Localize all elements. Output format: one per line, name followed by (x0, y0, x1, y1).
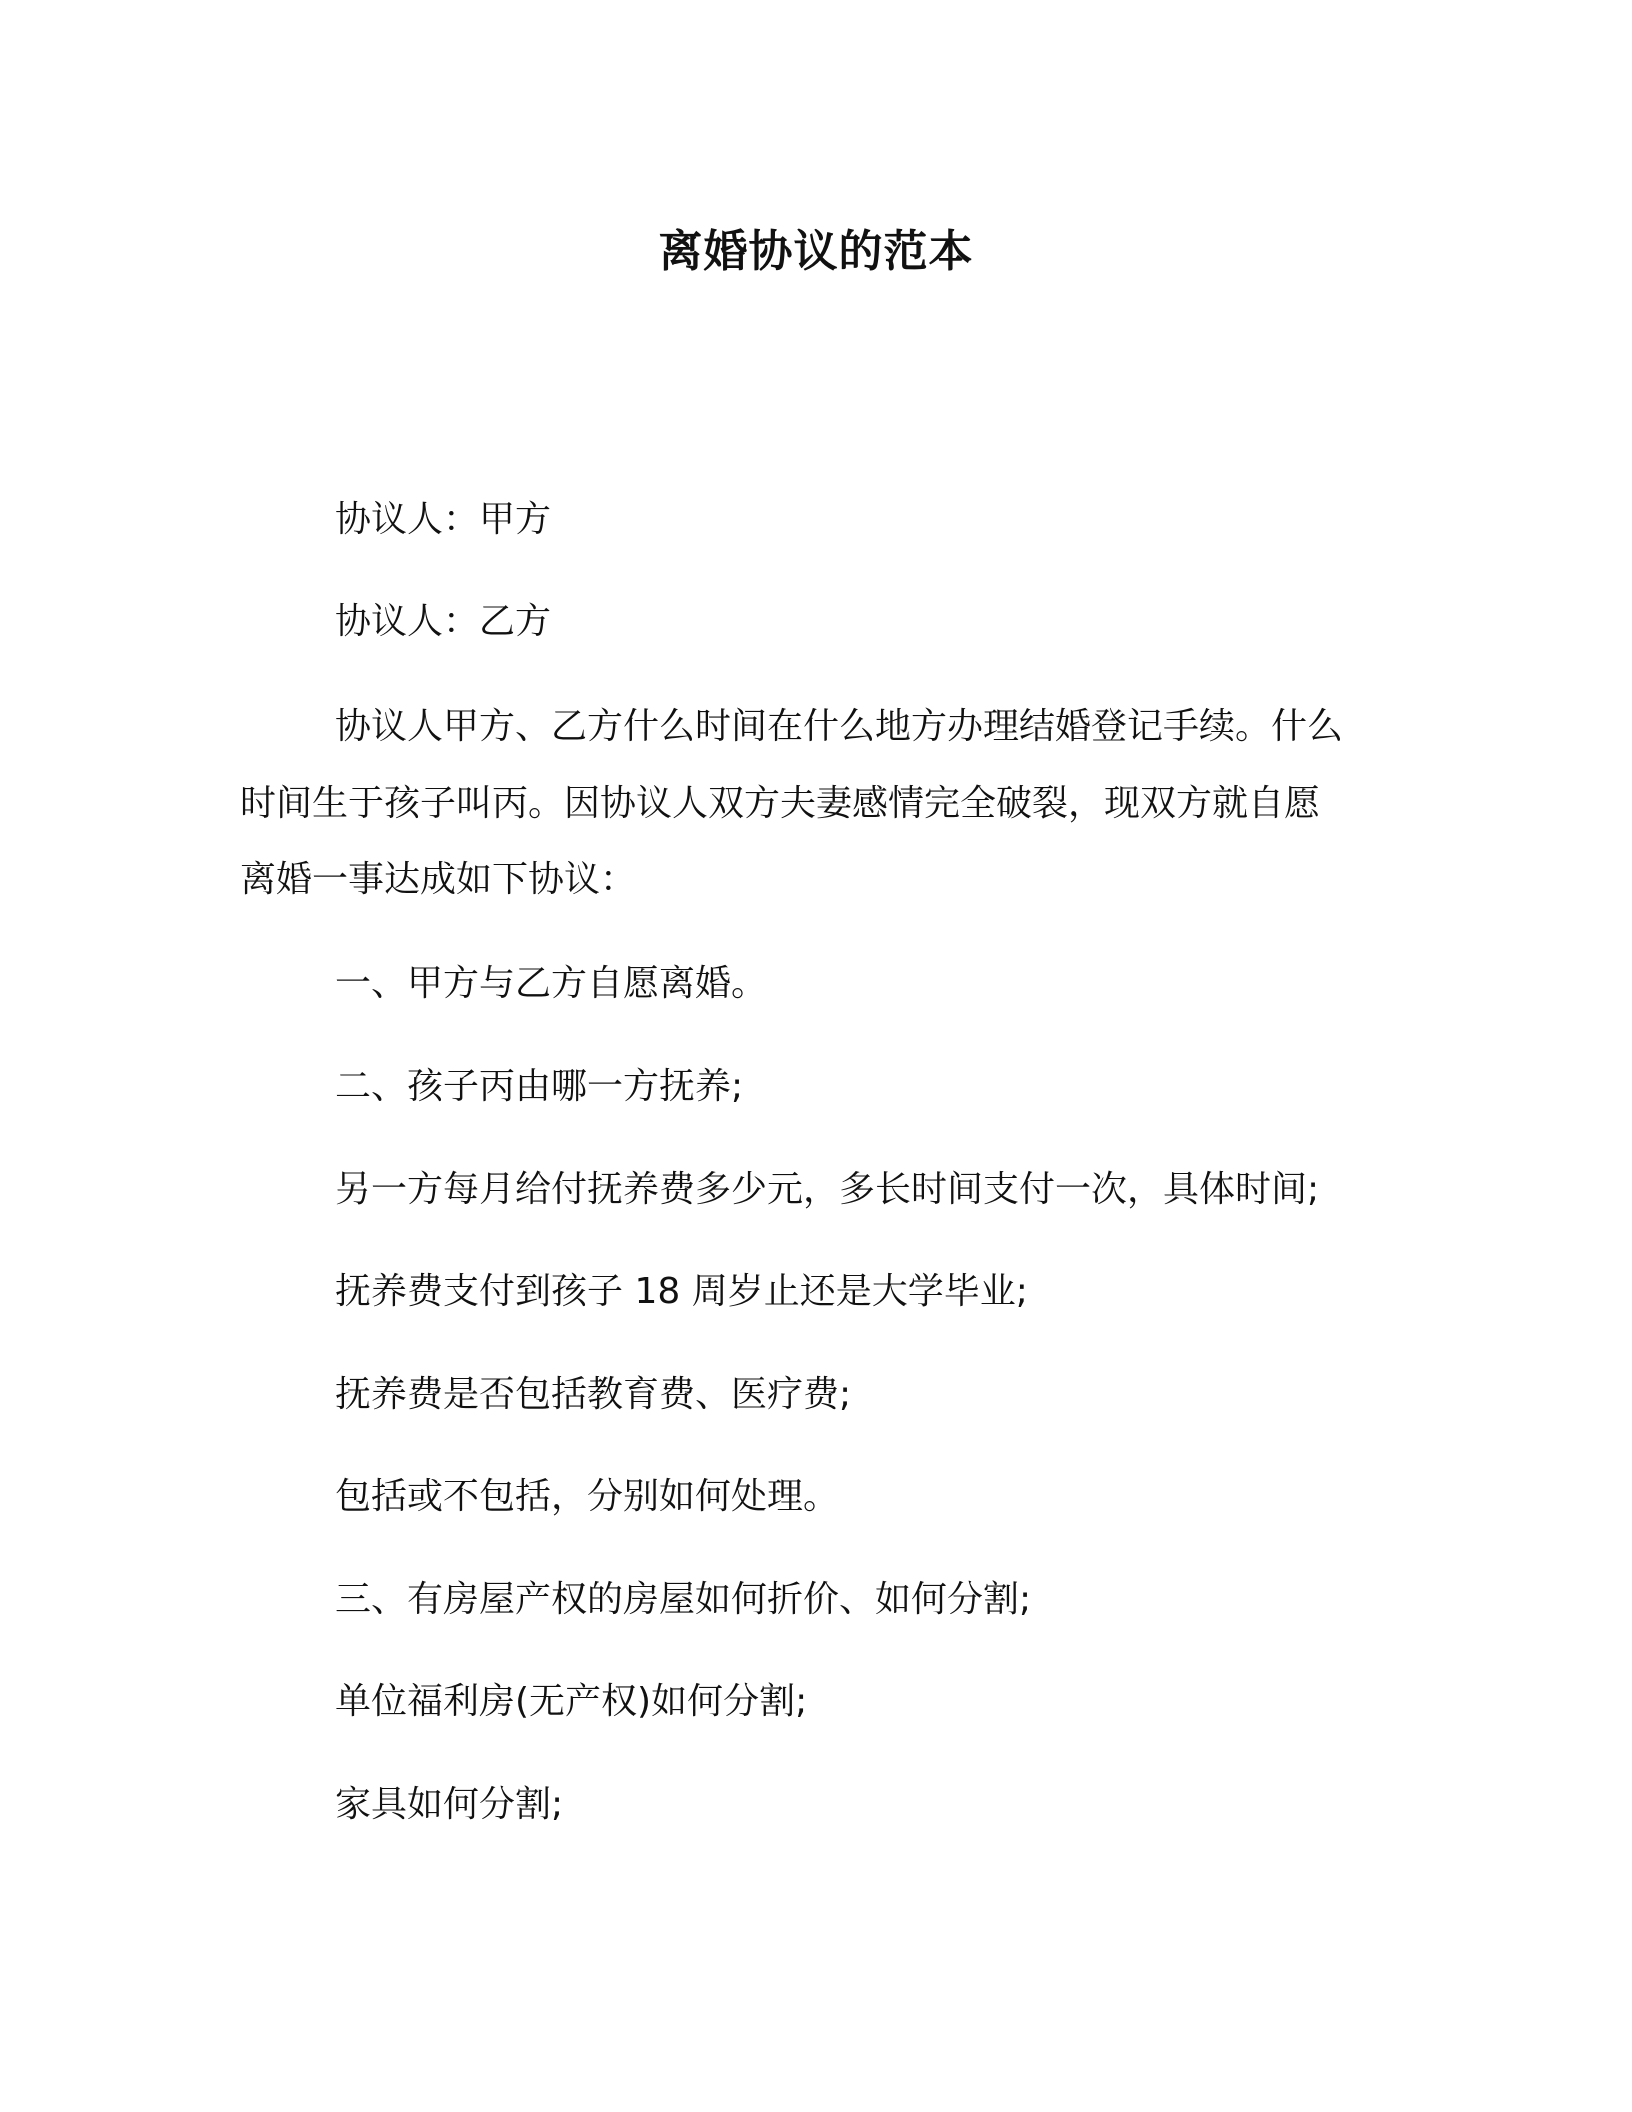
clause-2-payment: 另一方每月给付抚养费多少元，多长时间支付一次，具体时间; (335, 1169, 1320, 1210)
clause-3: 三、有房屋产权的房屋如何折价、如何分割; (335, 1579, 1032, 1620)
party-line-b: 协议人：乙方 (335, 601, 552, 642)
clause-2: 二、孩子丙由哪一方抚养; (335, 1066, 744, 1107)
clause-2-coverage: 抚养费是否包括教育费、医疗费; (335, 1374, 852, 1415)
clause-3-furniture: 家具如何分割; (335, 1784, 564, 1825)
clause-2-handling: 包括或不包括，分别如何处理。 (335, 1476, 840, 1517)
intro-line-2: 时间生于孩子叫丙。因协议人双方夫妻感情完全破裂，现双方就自愿 (240, 783, 1321, 824)
clause-1: 一、甲方与乙方自愿离婚。 (335, 963, 768, 1004)
party-line-a: 协议人：甲方 (335, 499, 552, 540)
intro-line-1: 协议人甲方、乙方什么时间在什么地方办理结婚登记手续。什么 (335, 706, 1344, 747)
clause-3-welfare-housing: 单位福利房(无产权)如何分割; (335, 1681, 808, 1722)
document-title: 离婚协议的范本 (658, 226, 974, 277)
clause-2-duration: 抚养费支付到孩子 18 周岁止还是大学毕业; (335, 1271, 1028, 1312)
intro-line-3: 离婚一事达成如下协议： (240, 859, 637, 900)
